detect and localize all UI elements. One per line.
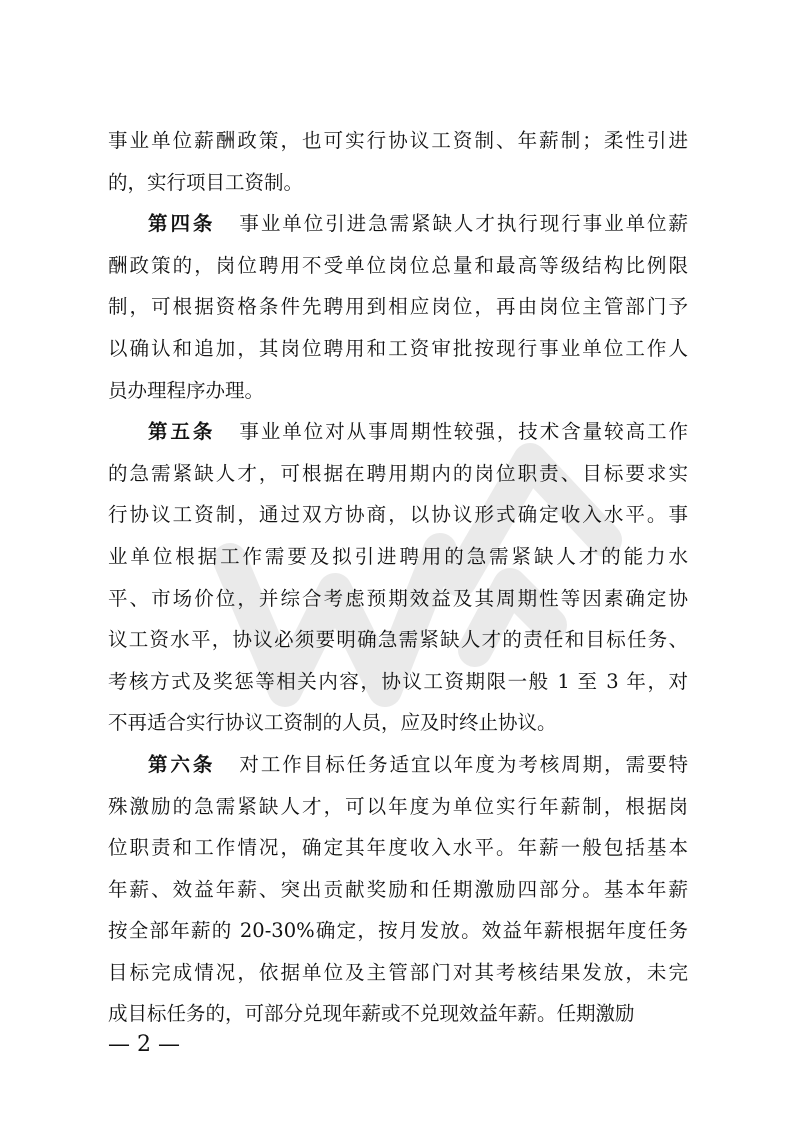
line-text: 事业单位薪酬政策，也可实行协议工资制、年薪制；柔性引进: [108, 129, 688, 152]
line-text: 不再适合实行协议工资制的人员，应及时终止协议。: [108, 711, 557, 735]
article-heading: 第五条: [148, 420, 216, 444]
text-line: [108, 536, 688, 578]
line-text: 事业单位引进急需紧缺人才执行现行事业单位薪: [239, 212, 688, 236]
document-body: [108, 120, 688, 1035]
line-text: 制，可根据资格条件先聘用到相应岗位，再由岗位主管部门予: [108, 295, 688, 319]
line-text: 殊激励的急需紧缺人才，可以年度为单位实行年薪制，根据岗: [108, 794, 688, 818]
text-line: [108, 494, 688, 536]
line-text: 事业单位对从事周期性较强，技术含量较高工作: [239, 420, 688, 444]
text-line: [108, 328, 688, 370]
text-line: [108, 869, 688, 911]
text-line: [108, 411, 688, 453]
text-line: [108, 827, 688, 869]
line-text: 年薪、效益年薪、突出贡献奖励和任期激励四部分。基本年薪: [108, 877, 688, 901]
line-text: 酬政策的，岗位聘用不受单位岗位总量和最高等级结构比例限: [108, 253, 688, 277]
article-heading: 第四条: [148, 212, 216, 236]
text-line: [108, 910, 688, 952]
line-text: 位职责和工作情况，确定其年度收入水平。年薪一般包括基本: [108, 836, 688, 860]
text-line: [108, 453, 688, 495]
line-text: 员办理程序办理。: [108, 378, 265, 402]
text-line: [108, 370, 688, 412]
text-line: [108, 162, 688, 204]
line-text: 以确认和追加，其岗位聘用和工资审批按现行事业单位工作人: [108, 336, 688, 360]
line-text: 成目标任务的，可部分兑现年薪或不兑现效益年薪。任期激励: [108, 1002, 635, 1026]
line-text: 按全部年薪的 20-30%确定，按月发放。效益年薪根据年度任务: [108, 919, 688, 943]
line-text: 平、市场价位，并综合考虑预期效益及其周期性等因素确定协: [108, 586, 688, 610]
text-line: [108, 203, 688, 245]
line-text: 对工作目标任务适宜以年度为考核周期，需要特: [239, 752, 688, 776]
line-text: 议工资水平，协议必须要明确急需紧缺人才的责任和目标任务、: [108, 628, 688, 652]
text-line: [108, 786, 688, 828]
text-line: [108, 702, 688, 744]
line-text: 考核方式及奖惩等相关内容，协议工资期限一般 1 至 3 年，对: [108, 669, 688, 693]
line-text: 的急需紧缺人才，可根据在聘用期内的岗位职责、目标要求实: [108, 461, 688, 485]
text-line: [108, 952, 688, 994]
line-text: 的，实行项目工资制。: [108, 170, 304, 194]
text-line: [108, 120, 688, 162]
article-heading: 第六条: [148, 752, 216, 776]
text-line: [108, 993, 688, 1035]
text-line: [108, 744, 688, 786]
text-line: [108, 245, 688, 287]
text-line: [108, 619, 688, 661]
text-line: [108, 578, 688, 620]
text-line: [108, 286, 688, 328]
line-text: 行协议工资制，通过双方协商，以协议形式确定收入水平。事: [108, 503, 688, 527]
text-line: [108, 661, 688, 703]
page-number: — 2 —: [108, 1032, 180, 1057]
line-text: 目标完成情况，依据单位及主管部门对其考核结果发放，未完: [108, 960, 688, 984]
line-text: 业单位根据工作需要及拟引进聘用的急需紧缺人才的能力水: [108, 544, 688, 568]
